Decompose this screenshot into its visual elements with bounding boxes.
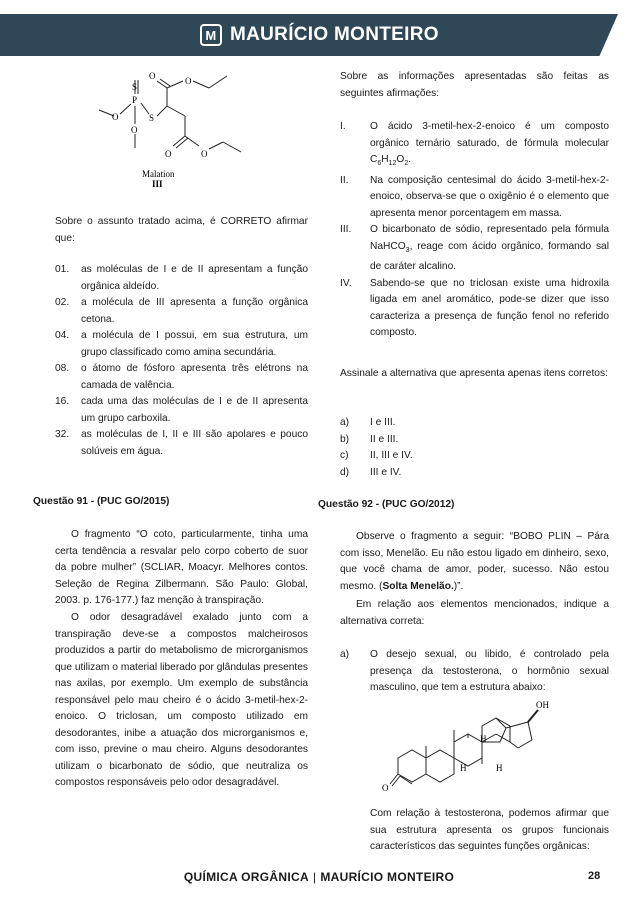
q91-option-text: I e III. [370, 417, 396, 428]
malation-oxygen-atom: O [201, 149, 208, 159]
testosterone-hydrogen-atom: H [480, 734, 487, 744]
q90-item-num: 01. [55, 264, 70, 275]
brand-name: MAURÍCIO MONTEIRO [230, 24, 439, 45]
q91-title: Questão 91 - (PUC GO/2015) [33, 496, 170, 507]
malation-structure [85, 66, 245, 188]
q91-option-letter: a) [340, 417, 350, 428]
q90-item-num: 04. [55, 330, 70, 341]
q91-paragraph-1: O fragmento “O coto, particularmente, tinha uma certa tendência a resvalar pelo corpo coberto de suor da pobre mulher” (SCLIAR, Moacyr. Melhores contos. Seleção de Regina Zilbermann. São Paulo: Global, 2003. p. 176-177.) faz menção à transpiração. [55, 529, 308, 606]
testosterone-hydrogen-atom: H [496, 763, 503, 773]
malation-oxygen-atom: O [131, 125, 138, 135]
q90-item-num: 32. [55, 429, 70, 440]
q91-statement-text: Sabendo-se que no triclosan existe uma hidroxila ligada em anel aromático, pode-se dizer que isso caracteriza a presença de função fenol no referido composto. [370, 277, 609, 339]
malation-phosphorus-atom: P [132, 95, 138, 105]
q91-statement-text: O ácido 3-metil-hex-2-enoico é um composto orgânico ternário saturado, de fórmula molecular $C_6H_{12}O_2$. [370, 121, 609, 168]
q90-item-num: 02. [55, 297, 70, 308]
q90-item-text: cada uma das moléculas de I e de II apresenta um grupo carboxila. [81, 396, 308, 424]
testosterone-hydrogen-atom: H [460, 763, 467, 773]
malation-oxygen-atom: O [165, 149, 172, 159]
q90-item [55, 361, 308, 394]
footer-subject: QUÍMICA ORGÂNICA [183, 870, 309, 884]
q91-option [340, 448, 609, 465]
q91-statement [340, 222, 609, 276]
page-number: 28 [588, 870, 601, 882]
q91-statement-num: I. [340, 121, 346, 132]
q90-item [55, 328, 308, 361]
q91-statement-num: II. [340, 174, 349, 186]
brand-title [200, 21, 439, 49]
q92-option-text: O desejo sexual, ou libido, é controlado pela presença da testosterona, o hormônio sexual masculino, que tem a estrutura abaixo: [370, 649, 609, 693]
q90-stem: Sobre o assunto tratado acima, é CORRETO afirmar que: [55, 216, 308, 244]
q91-statements [340, 119, 609, 342]
q91-options [340, 415, 609, 481]
q92-continuation: Com relação à testosterona, podemos afirmar que sua estrutura apresenta os grupos funcionais característicos das seguintes funções orgânicas: [370, 808, 609, 852]
q91-statement-num: IV. [340, 277, 352, 289]
q91-prompt: Assinale a alternativa que apresenta apenas itens corretos: [340, 368, 608, 379]
q91-statement-num: III. [340, 224, 352, 236]
q92-option-letter: a) [340, 649, 350, 660]
testosterone-structure [380, 698, 560, 798]
q91-paragraph-2: O odor desagradável exalado junto com a transpiração deve-se a compostos malcheirosos produzidos a partir do metabolismo de microrganismos que utilizam o material liberado por glândulas presentes nas axilas, por exemplo. Um exemplo de substância responsável pelo mau cheiro é o ácido 3-metil-hex-2-enoico. O triclosan, um composto utilizado em desodorantes, inibe a atuação dos microrganismos e, com isso, previne o mau cheiro. Alguns desodorantes utilizam o bicarbonato de sódio, que neutraliza os compostos responsáveis pelo odor desagradável. [55, 612, 308, 788]
q91-option-text: II e III. [370, 433, 399, 445]
q90-item-num: 16. [55, 396, 70, 407]
footer-separator: | [312, 870, 317, 884]
q90-item-text: o átomo de fósforo apresenta três elétrons na camada de valência. [81, 363, 308, 391]
q90-item [55, 262, 308, 295]
q90-item-text: a molécula de I possui, em sua estrutura, um grupo classificado como amina secundária. [81, 330, 308, 358]
q91-option-letter: c) [340, 450, 349, 461]
q92-title: Questão 92 - (PUC GO/2012) [318, 499, 455, 510]
q92-paragraph-1: Observe o fragmento a seguir: “BOBO PLIN – Pára com isso, Menelão. Eu não estou ligado em dinheiro, sexo, que você chama de amor, poder, sucesso. Não estou mesmo. (Solta Menelão.)”. [340, 531, 609, 592]
malation-name: Malation [142, 169, 175, 179]
q91-option [340, 432, 609, 449]
q91-option-letter: d) [340, 466, 350, 478]
brand-logo-icon: M [200, 24, 222, 46]
q90-item [55, 295, 308, 328]
malation-oxygen-atom: O [112, 112, 119, 122]
q91-option-text: II, III e IV. [370, 450, 413, 461]
page-footer [0, 870, 638, 884]
malation-sulfur-atom: S [132, 82, 138, 92]
q91-statement [340, 173, 609, 223]
footer-author: MAURÍCIO MONTEIRO [320, 870, 455, 884]
testosterone-ketone-oxygen: O [382, 783, 389, 793]
q91-option-text: III e IV. [370, 466, 402, 478]
q91-option-letter: b) [340, 433, 350, 445]
malation-oxygen-atom: O [149, 71, 156, 81]
malation-label: III [152, 179, 163, 188]
q90-items [55, 262, 308, 460]
q90-item-text: as moléculas de I e de II apresentam a função orgânica aldeído. [81, 264, 308, 292]
q91-statement-text: O bicarbonato de sódio, representado pela fórmula NaHCO$_3$, reage com ácido orgânico, formando sal de caráter alcalino. [370, 224, 609, 273]
malation-oxygen-atom: O [185, 76, 192, 86]
testosterone-hydroxyl-group: OH [536, 700, 549, 710]
q92-option-a [340, 647, 609, 697]
q91-statements-stem: Sobre as informações apresentadas são feitas as seguintes afirmações: [340, 71, 609, 99]
q90-item [55, 394, 308, 427]
q90-item-text: a molécula de III apresenta a função orgânica cetona. [81, 297, 308, 325]
q92-paragraph-2: Em relação aos elementos mencionados, indique a alternativa correta: [340, 599, 609, 627]
q90-item-num: 08. [55, 363, 70, 374]
q90-item-text: as moléculas de I, II e III são apolares e pouco solúveis em água. [81, 429, 308, 457]
q91-option [340, 415, 609, 432]
q91-statement [340, 276, 609, 342]
malation-sulfur-atom: S [149, 113, 155, 123]
q91-statement [340, 119, 609, 173]
q90-item [55, 427, 308, 460]
q91-option [340, 465, 609, 482]
q91-statement-text: Na composição centesimal do ácido 3-metil-hex-2-enoico, observa-se que o oxigênio é o elemento que apresenta menor porcentagem em massa. [370, 174, 609, 219]
